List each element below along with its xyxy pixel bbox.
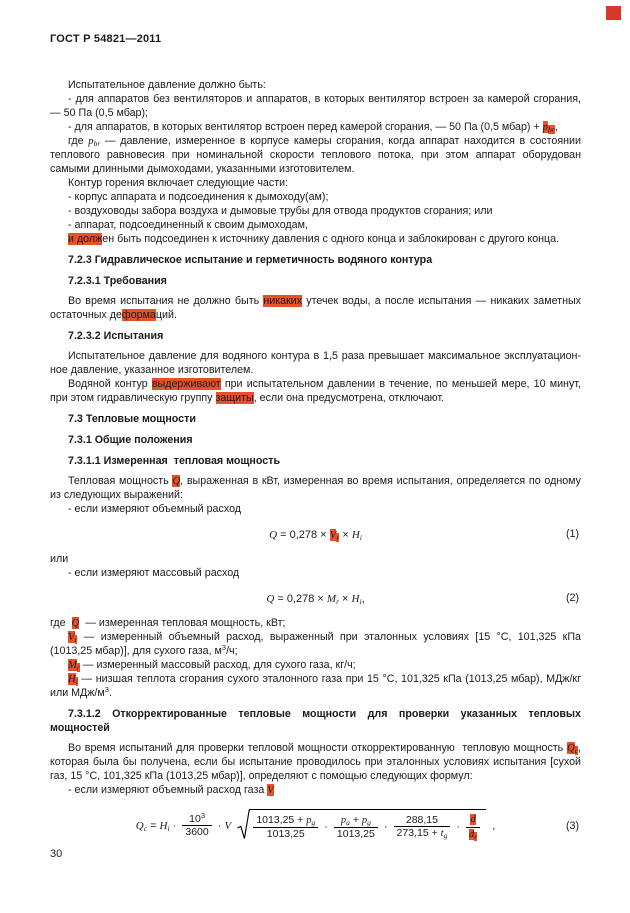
heading-7-3-1-1: 7.3.1.1 Измеренная тепловая мощность <box>68 455 281 467</box>
formula-2 <box>50 589 581 607</box>
heading-7-2-3-1: 7.2.3.1 Требования <box>68 275 167 287</box>
list-item-air-ducts: - воздуховоды забора воздуха и дымовые трубы для отвода продуктов сгорания; или <box>68 205 493 217</box>
fraction-denominator: 1013,25 <box>253 827 318 841</box>
paragraph-heat-input-definition: Тепловая мощность Q, выраженная в кВт, измеренная во время испытания, определяется по одному из следующих выражений: <box>50 475 581 501</box>
fraction-denominator: $273,15 + t_g$ <box>394 826 451 841</box>
heading-7-2-3: 7.2.3 Гидравлическое испытание и герметичность водяного контура <box>68 254 433 266</box>
fraction-denominator: 1013,25 <box>334 827 378 841</box>
page-number: 30 <box>50 848 63 860</box>
formula-2-number: (2) <box>565 592 579 604</box>
paragraph-pbr-definition: где $p_{br}$ — давление, измеренное в корпусе камеры сгорания, когда аппарат находится в состоянии теплового равновесия при номинальной скорости теплового потока, при этом аппарат оборудован самыми длинными дымоходами, указанными изготовителем. <box>50 135 581 175</box>
multiplication-dot: · <box>324 821 328 833</box>
paragraph-no-leaks: Во время испытания не должно быть никаких утечек воды, а после испытания — никаких заметных остаточных деформаций. <box>50 295 581 321</box>
paragraph-water-test-pressure: Испытательное давление для водяного контура в 1,5 раза превышает максимальное эксплуатационное давление, указанное изготовителем. <box>50 350 581 376</box>
list-item-mass-flow: - если измеряют массовый расход <box>68 567 240 579</box>
fraction-denominator: 3600 <box>182 825 211 839</box>
heading-7-3-1: 7.3.1 Общие положения <box>68 434 193 446</box>
definition-Hi: $H_i$ — низшая теплота сгорания сухого эталонного газа при 15 °C, 101,325 кПа (1013,25 мбар), МДж/кг или МДж/$м^3$. <box>50 673 581 699</box>
list-item-fan-before-chamber: - для аппаратов, в которых вентилятор встроен перед камерой сгорания, — 50 Па (0,5 мбар) + $p_{br}$, <box>68 121 558 134</box>
paragraph-connection-requirement: и должен быть подсоединен к источнику давления с одного конца и заблокирован с другого конца. <box>68 233 560 245</box>
formula-3 <box>50 809 581 842</box>
fraction-numerator: d <box>470 814 476 825</box>
paragraph-corrected-heat-input: Во время испытаний для проверки тепловой мощности откорректированную тепловую мощность $Q_c$, которая была бы получена, если бы испытание проводилось при эталонных условиях испытания [сухой газ, 15 °C, 101,325 кПа (1013,25 мбар)], определяют с помощью следующих формул: <box>50 742 581 782</box>
paragraph-or: или <box>50 553 69 565</box>
list-item-apparatus-connected: - аппарат, подсоединенный к своим дымоходам, <box>68 219 308 231</box>
square-root <box>237 809 486 842</box>
definition-Mr: $M_r$ — измеренный массовый расход, для сухого газа, кг/ч; <box>68 659 356 672</box>
formula-1-expression: $Q = 0,278 \times V_r \times H_i$ <box>269 529 362 542</box>
paragraph-holding-time: Водяной контур выдерживают при испытательном давлении в течение, по меньшей мере, 10 минут, при этом гидравлическую группу защиты, если она предусмотрена, отключают. <box>50 378 581 404</box>
definition-Q: где Q — измеренная тепловая мощность, кВт; <box>50 617 286 629</box>
formula-3-number: (3) <box>565 819 579 832</box>
scan-corner-mark-icon <box>606 6 621 20</box>
list-item-apparatus-without-fan: - для аппаратов без вентиляторов и аппаратов, в которых вентилятор встроен за камерой сгорания, — 50 Па (0,5 мбар); <box>50 93 581 119</box>
fraction-numerator: $1013,25 + p_g$ <box>256 813 316 827</box>
formula-3-comma: , <box>489 819 496 832</box>
heading-7-2-3-2: 7.2.3.2 Испытания <box>68 330 164 342</box>
multiplication-dot: · <box>383 821 388 833</box>
radicand <box>249 809 486 842</box>
fraction-pg <box>253 814 318 841</box>
list-item-volumetric-flow: - если измеряют объемный расход <box>68 503 242 515</box>
fraction-numerator: $p_a + p_g$ <box>340 813 371 827</box>
fraction-denominator: $d_r$ <box>466 827 480 842</box>
fraction-density <box>466 813 480 841</box>
fraction-numerator: 288,15 <box>405 813 438 826</box>
fraction-temperature <box>394 814 451 841</box>
multiplication-dot: · <box>456 821 460 833</box>
list-item-apparatus-body: - корпус аппарата и подсоединения к дымоходу(ам); <box>68 191 329 203</box>
formula-2-expression: $Q = 0,278 \times M_r \times H_i$, <box>266 593 365 606</box>
definition-Vr: $V_r$ — измеренный объемный расход, выраженный при эталонных условиях [15 °C, 101,325 кПа (1013,25 мбар)], для сухого газа, $м^3/ч$; <box>50 631 581 657</box>
fraction-coefficient <box>182 810 211 839</box>
doc-number: ГОСТ Р 54821—2011 <box>50 33 162 45</box>
fraction-pa-pg <box>334 814 378 841</box>
page-content <box>50 33 581 851</box>
heading-7-3: 7.3 Тепловые мощности <box>68 413 196 425</box>
paragraph-test-pressure-intro: Испытательное давление должно быть: <box>68 79 266 91</box>
formula-3-expression <box>136 809 496 842</box>
formula-1-number: (1) <box>565 528 579 540</box>
heading-7-3-1-2: 7.3.1.2 Откорректированные тепловые мощности для проверки указанных тепловых мощностей <box>50 708 581 734</box>
formula-3-mid: · V <box>214 819 232 832</box>
paragraph-combustion-circuit-intro: Контур горения включает следующие части: <box>68 177 289 189</box>
list-item-gas-volumetric-flow: - если измеряют объемный расход газа V <box>68 784 274 796</box>
fraction-numerator: $10^3$ <box>189 810 205 825</box>
formula-1 <box>50 525 581 543</box>
formula-3-lhs: $Q_c = H_i$ · <box>135 819 180 833</box>
